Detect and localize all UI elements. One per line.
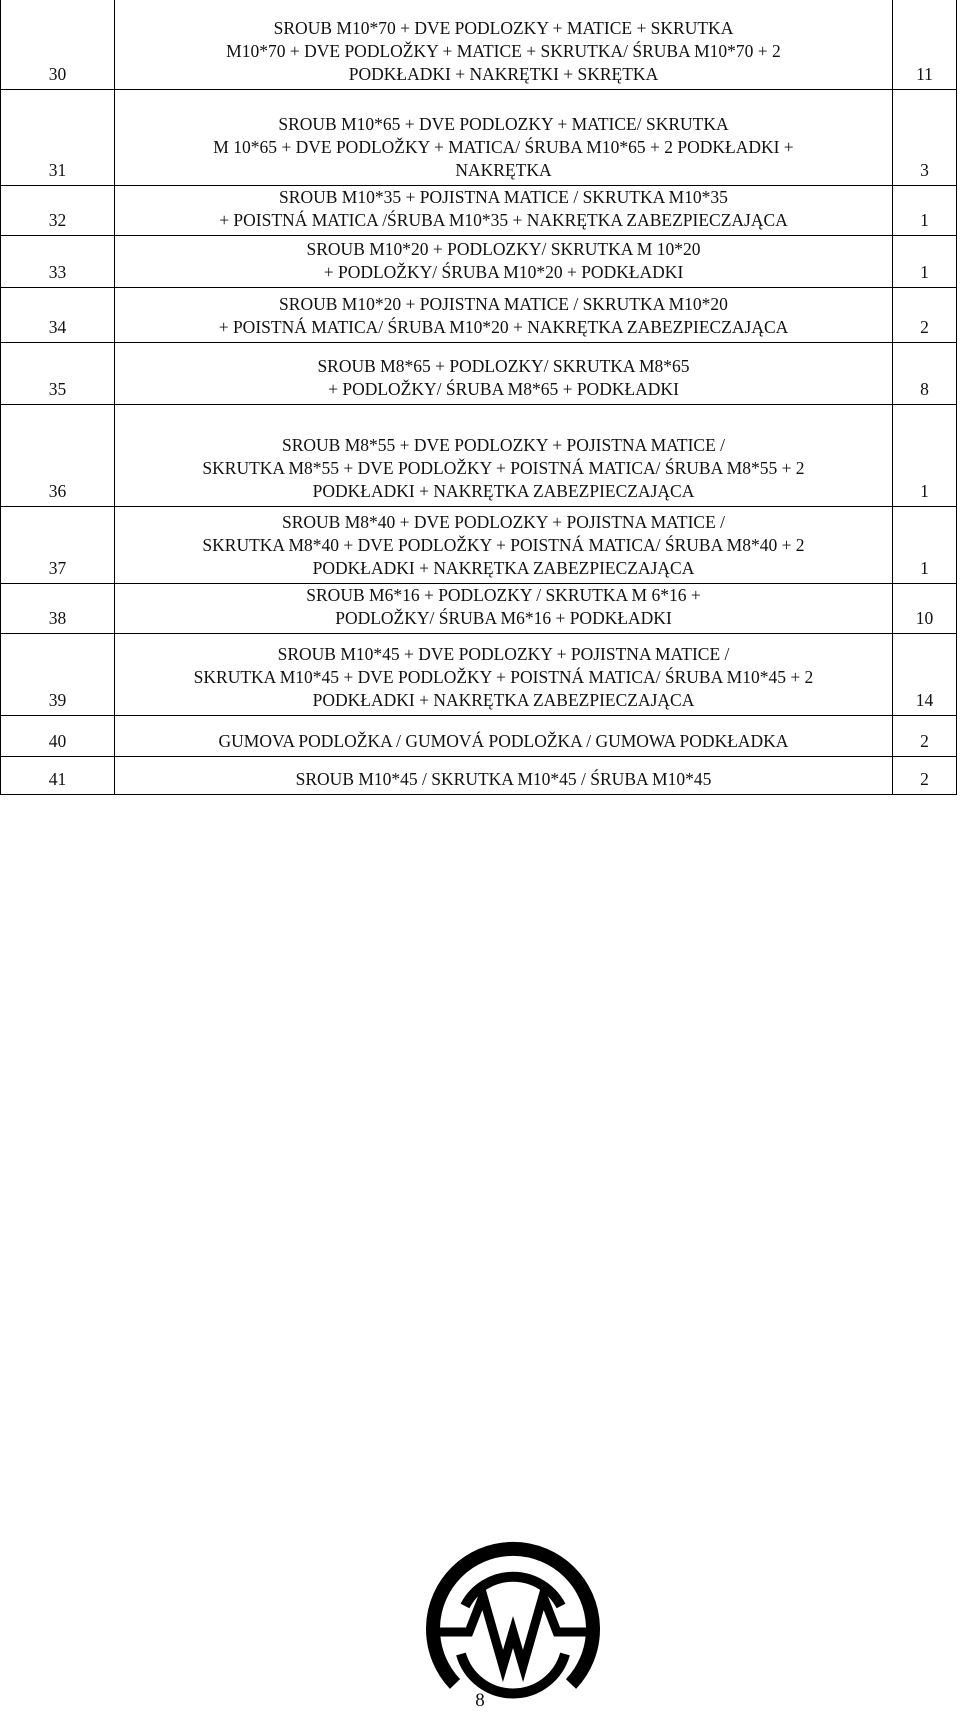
item-description <box>115 715 893 756</box>
description-line: SROUB M10*35 + POJISTNA MATICE / SKRUTKA M10*35 <box>279 186 728 207</box>
description-line: SKRUTKA M8*40 + DVE PODLOŽKY + POISTNÁ MATICA/ ŚRUBA M8*40 + 2 <box>202 534 805 555</box>
description-line: GUMOVA PODLOŽKA / GUMOVÁ PODLOŽKA / GUMOWA PODKŁADKA <box>218 730 789 751</box>
description-line: SROUB M10*65 + DVE PODLOZKY + MATICE/ SKRUTKA <box>278 113 729 134</box>
item-description <box>115 0 893 89</box>
item-description <box>115 756 893 794</box>
item-number: 30 <box>1 0 115 89</box>
description-line: SROUB M8*40 + DVE PODLOZKY + POJISTNA MATICE / <box>281 511 725 532</box>
description-line: SROUB M8*55 + DVE PODLOZKY + POJISTNA MATICE / <box>281 434 725 455</box>
item-number: 38 <box>1 583 115 633</box>
table-row <box>1 583 957 633</box>
item-description <box>115 287 893 342</box>
company-logo-icon <box>425 1536 601 1712</box>
item-number: 32 <box>1 185 115 235</box>
item-description <box>115 89 893 185</box>
table-row <box>1 506 957 583</box>
item-number: 34 <box>1 287 115 342</box>
item-number: 39 <box>1 633 115 715</box>
item-description <box>115 633 893 715</box>
item-quantity: 1 <box>893 404 957 506</box>
table-row <box>1 185 957 235</box>
item-number: 33 <box>1 235 115 287</box>
table-row <box>1 0 957 89</box>
table-row <box>1 715 957 756</box>
description-line: + POISTNÁ MATICA/ ŚRUBA M10*20 + NAKRĘTKA ZABEZPIECZAJĄCA <box>218 316 789 337</box>
item-quantity: 1 <box>893 185 957 235</box>
table-row <box>1 404 957 506</box>
description-line: SROUB M6*16 + PODLOZKY / SKRUTKA M 6*16 + <box>306 584 701 605</box>
description-line: M10*70 + DVE PODLOŽKY + MATICE + SKRUTKA/ ŚRUBA M10*70 + 2 <box>226 40 781 61</box>
page-number: 8 <box>475 1690 485 1711</box>
item-quantity: 1 <box>893 506 957 583</box>
item-quantity: 10 <box>893 583 957 633</box>
item-description <box>115 235 893 287</box>
item-quantity: 2 <box>893 287 957 342</box>
description-line: SROUB M8*65 + PODLOZKY/ SKRUTKA M8*65 <box>317 355 690 376</box>
item-number: 41 <box>1 756 115 794</box>
table-row <box>1 756 957 794</box>
item-quantity: 1 <box>893 235 957 287</box>
description-line: PODKŁADKI + NAKRĘTKI + SKRĘTKA <box>348 63 659 84</box>
table-row <box>1 287 957 342</box>
item-description <box>115 583 893 633</box>
description-line: PODLOŽKY/ ŚRUBA M6*16 + PODKŁADKI <box>335 607 672 628</box>
description-line: SROUB M10*45 / SKRUTKA M10*45 / ŚRUBA M10*45 <box>295 768 712 789</box>
item-number: 31 <box>1 89 115 185</box>
item-description <box>115 342 893 404</box>
item-description <box>115 404 893 506</box>
item-number: 37 <box>1 506 115 583</box>
item-description <box>115 185 893 235</box>
description-line: PODKŁADKI + NAKRĘTKA ZABEZPIECZAJĄCA <box>312 480 695 501</box>
item-quantity: 11 <box>893 0 957 89</box>
description-line: SKRUTKA M8*55 + DVE PODLOŽKY + POISTNÁ MATICA/ ŚRUBA M8*55 + 2 <box>202 457 805 478</box>
description-line: PODKŁADKI + NAKRĘTKA ZABEZPIECZAJĄCA <box>312 689 695 710</box>
item-quantity: 2 <box>893 756 957 794</box>
item-quantity: 2 <box>893 715 957 756</box>
description-line: + PODLOŽKY/ ŚRUBA M10*20 + PODKŁADKI <box>323 261 684 282</box>
description-line: SROUB M10*45 + DVE PODLOZKY + POJISTNA MATICE / <box>277 643 730 664</box>
item-number: 36 <box>1 404 115 506</box>
item-description <box>115 506 893 583</box>
item-quantity: 3 <box>893 89 957 185</box>
description-line: SROUB M10*70 + DVE PODLOZKY + MATICE + SKRUTKA <box>273 17 734 38</box>
description-line: NAKRĘTKA <box>455 159 552 180</box>
table-row <box>1 633 957 715</box>
description-line: SROUB M10*20 + POJISTNA MATICE / SKRUTKA M10*20 <box>279 293 728 314</box>
table-row <box>1 342 957 404</box>
description-line: SROUB M10*20 + PODLOZKY/ SKRUTKA M 10*20 <box>306 238 701 259</box>
description-line: + POISTNÁ MATICA /ŚRUBA M10*35 + NAKRĘTKA ZABEZPIECZAJĄCA <box>219 209 788 230</box>
description-line: M 10*65 + DVE PODLOŽKY + MATICA/ ŚRUBA M10*65 + 2 PODKŁADKI + <box>213 136 794 157</box>
item-quantity: 14 <box>893 633 957 715</box>
item-number: 35 <box>1 342 115 404</box>
description-line: + PODLOŽKY/ ŚRUBA M8*65 + PODKŁADKI <box>328 378 679 399</box>
table-row <box>1 89 957 185</box>
description-line: SKRUTKA M10*45 + DVE PODLOŽKY + POISTNÁ MATICA/ ŚRUBA M10*45 + 2 <box>193 666 814 687</box>
item-quantity: 8 <box>893 342 957 404</box>
parts-table <box>0 0 957 795</box>
item-number: 40 <box>1 715 115 756</box>
table-row <box>1 235 957 287</box>
description-line: PODKŁADKI + NAKRĘTKA ZABEZPIECZAJĄCA <box>312 557 695 578</box>
